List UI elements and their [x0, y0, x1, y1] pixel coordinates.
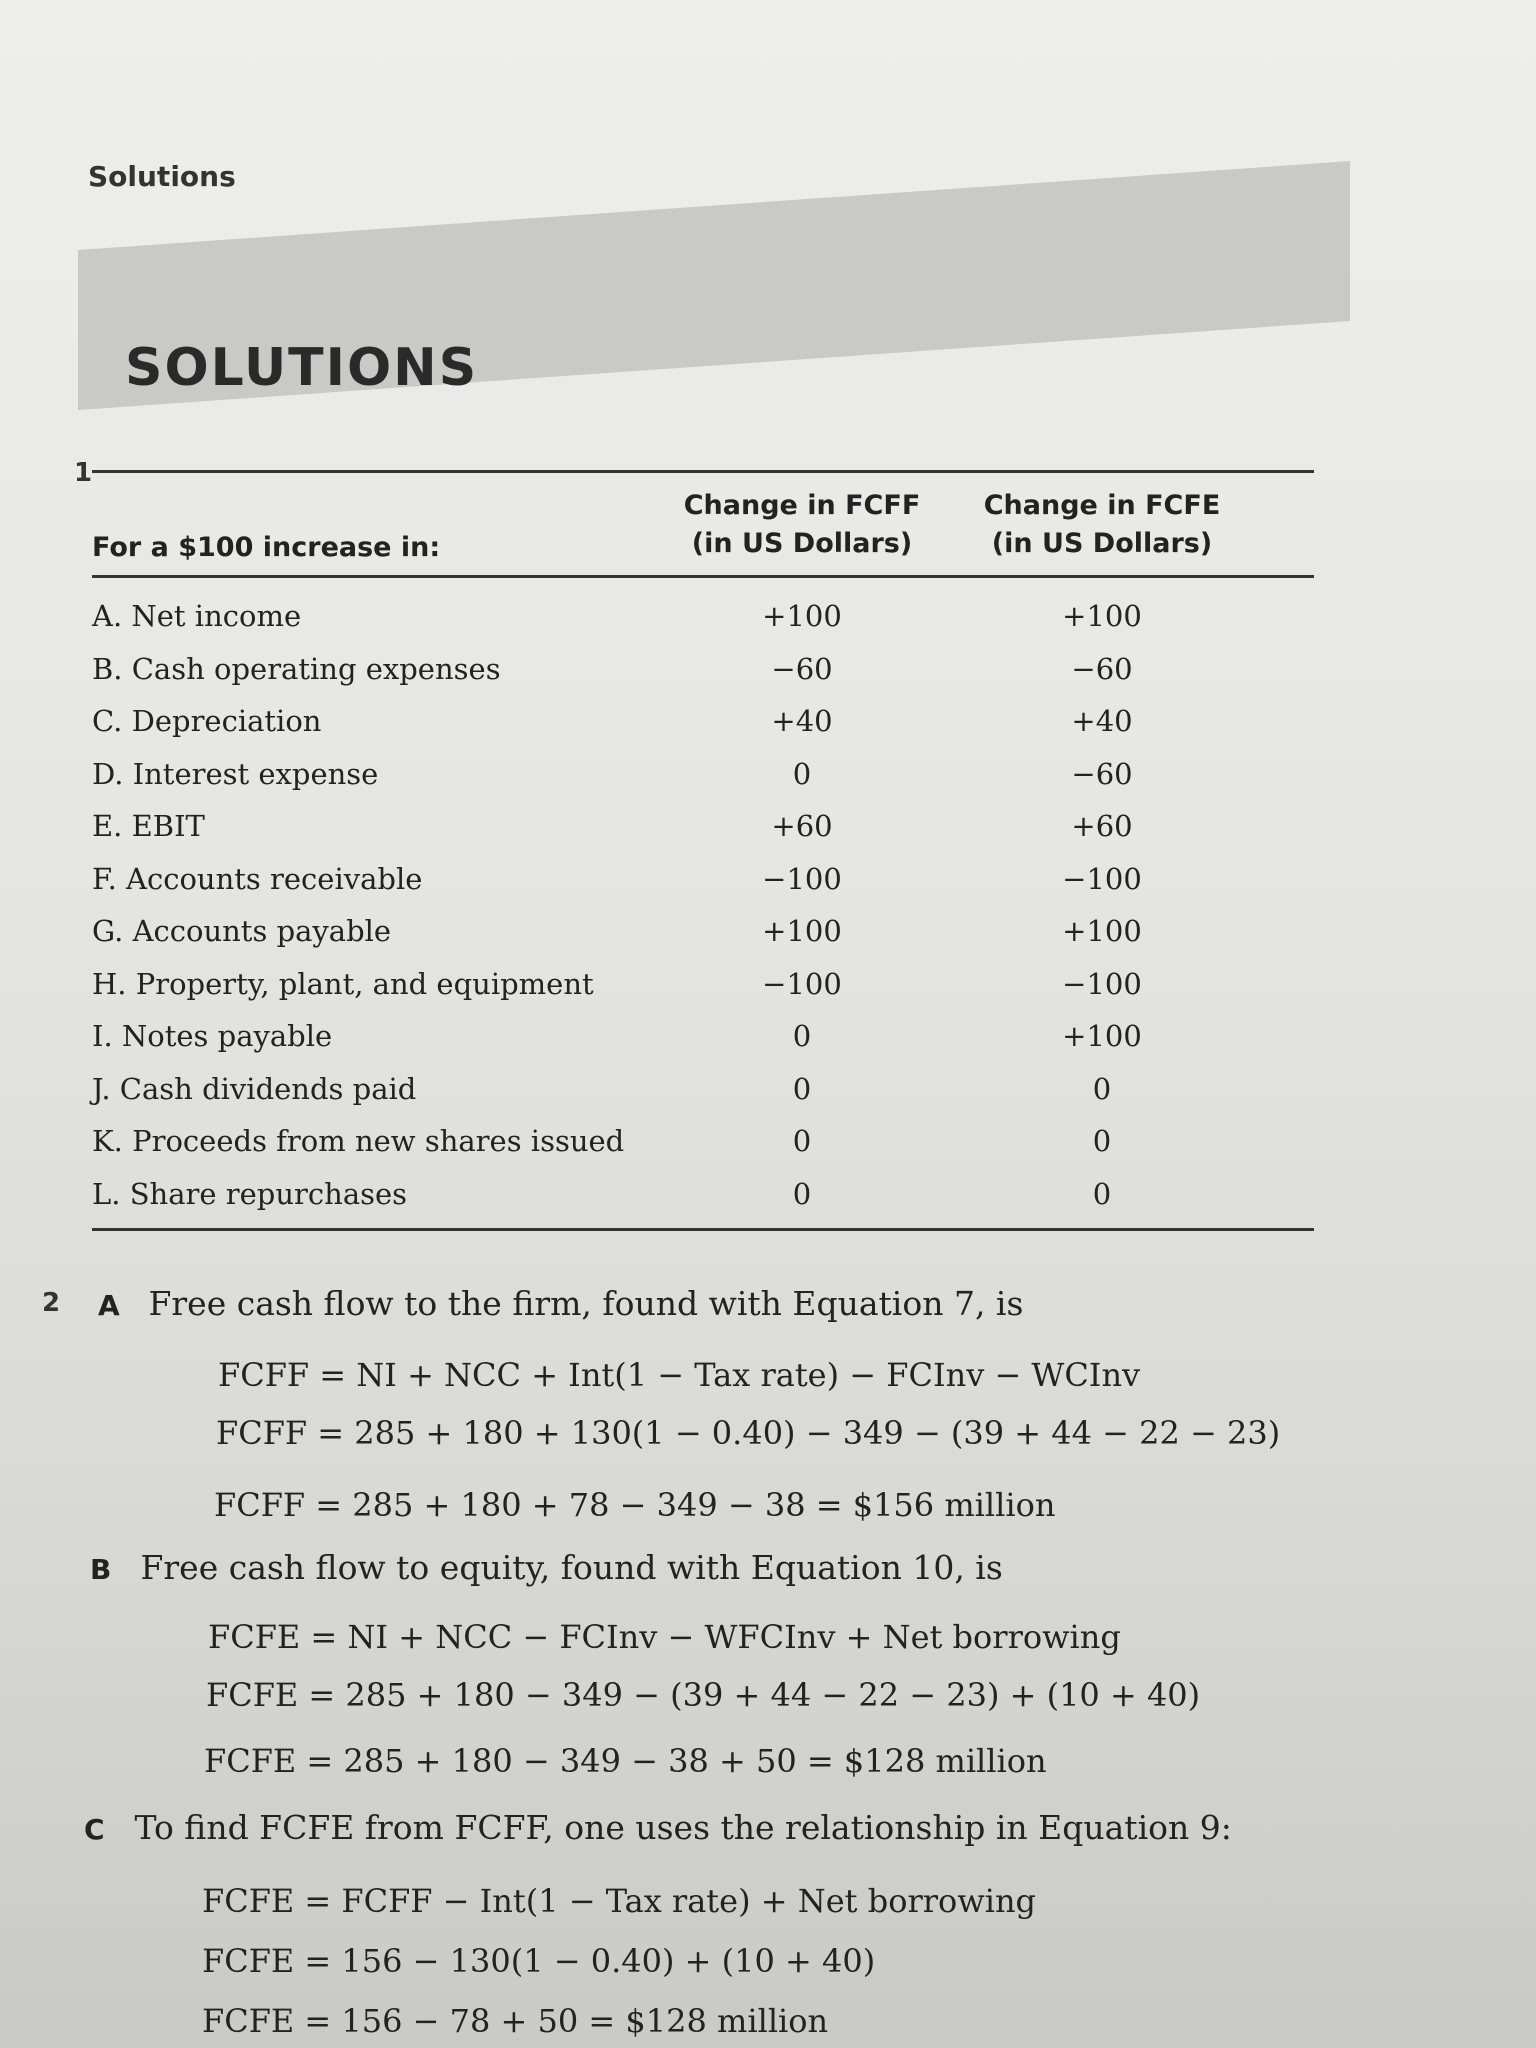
part-b-equation-2: FCFE = 285 + 180 − 349 − (39 + 44 − 22 − 23) + (10 + 40) — [206, 1676, 1201, 1714]
fcff-value: +100 — [762, 599, 842, 634]
table-row — [92, 590, 1314, 643]
fcff-value: 0 — [792, 756, 812, 791]
table-row — [92, 800, 1314, 853]
fcff-value: −100 — [762, 861, 842, 896]
part-b-intro: B Free cash flow to equity, found with Equation 10, is — [90, 1548, 1003, 1587]
part-c-equation-3: FCFE = 156 − 78 + 50 = $128 million — [202, 2002, 829, 2040]
table-row — [92, 1010, 1314, 1063]
fcfe-value: +40 — [1071, 704, 1133, 739]
section-title: SOLUTIONS — [125, 338, 479, 398]
fcfe-column-header: Change in FCFE (in US Dollars) — [983, 490, 1221, 559]
part-c-intro: C To find FCFE from FCFF, one uses the relationship in Equation 9: — [84, 1808, 1232, 1847]
part-c-equation-2: FCFE = 156 − 130(1 − 0.40) + (10 + 40) — [202, 1942, 876, 1980]
fcff-value: 0 — [792, 1124, 812, 1159]
fcfe-value: −100 — [1062, 966, 1142, 1001]
row-label: B. Cash operating expenses — [92, 651, 501, 686]
fcfe-value: +100 — [1062, 599, 1142, 634]
row-header: For a $100 increase in: — [92, 532, 441, 563]
question-number-1: 1 — [74, 458, 93, 488]
part-a-equation-3: FCFF = 285 + 180 + 78 − 349 − 38 = $156 million — [214, 1486, 1056, 1524]
fcff-value: 0 — [792, 1019, 812, 1054]
fcfe-value: 0 — [1092, 1176, 1112, 1211]
fcfe-value: +100 — [1062, 914, 1142, 949]
fcfe-value: +100 — [1062, 1019, 1142, 1054]
fcfe-value: −60 — [1071, 756, 1133, 791]
row-label: H. Property, plant, and equipment — [92, 966, 594, 1001]
row-label: L. Share repurchases — [92, 1176, 408, 1211]
part-a-intro: A Free cash flow to the firm, found with Equation 7, is — [98, 1284, 1024, 1323]
fcff-column-header: Change in FCFF (in US Dollars) — [683, 490, 921, 559]
row-label: C. Depreciation — [92, 704, 322, 739]
fcfe-value: 0 — [1092, 1071, 1112, 1106]
fcfe-value: −100 — [1062, 861, 1142, 896]
table-row — [92, 643, 1314, 696]
table-row — [92, 1115, 1314, 1168]
solution-table — [92, 470, 1314, 1231]
table-row — [92, 905, 1314, 958]
fcff-value: −100 — [762, 966, 842, 1001]
table-bottom-rule — [92, 1228, 1314, 1231]
row-label: G. Accounts payable — [92, 914, 392, 949]
row-label: F. Accounts receivable — [92, 861, 423, 896]
part-b-letter: B — [90, 1553, 112, 1586]
part-a-equation-1: FCFF = NI + NCC + Int(1 − Tax rate) − FCInv − WCInv — [218, 1356, 1141, 1394]
fcfe-value: 0 — [1092, 1124, 1112, 1159]
fcfe-value: +60 — [1071, 809, 1133, 844]
part-b-equation-1: FCFE = NI + NCC − FCInv − WFCInv + Net borrowing — [208, 1618, 1121, 1656]
part-b-equation-3: FCFE = 285 + 180 − 349 − 38 + 50 = $128 million — [204, 1742, 1047, 1780]
row-label: J. Cash dividends paid — [92, 1071, 417, 1106]
row-label: I. Notes payable — [92, 1019, 333, 1054]
fcff-value: 0 — [792, 1176, 812, 1211]
row-label: D. Interest expense — [92, 756, 379, 791]
part-c-equation-1: FCFE = FCFF − Int(1 − Tax rate) + Net borrowing — [202, 1882, 1037, 1920]
row-label: A. Net income — [92, 599, 302, 634]
table-row — [92, 853, 1314, 906]
fcff-value: −60 — [771, 651, 833, 686]
table-body — [92, 578, 1314, 1220]
fcff-value: 0 — [792, 1071, 812, 1106]
table-row — [92, 748, 1314, 801]
table-row — [92, 1168, 1314, 1221]
part-c-letter: C — [84, 1813, 105, 1846]
fcff-value: +40 — [771, 704, 833, 739]
row-label: E. EBIT — [92, 809, 205, 844]
fcfe-value: −60 — [1071, 651, 1133, 686]
part-a-letter: A — [98, 1289, 120, 1322]
question-number-2: 2 — [42, 1288, 61, 1318]
table-row — [92, 1063, 1314, 1116]
fcff-value: +100 — [762, 914, 842, 949]
running-header: Solutions — [88, 160, 236, 193]
table-row — [92, 958, 1314, 1011]
row-label: K. Proceeds from new shares issued — [92, 1124, 625, 1159]
part-a-equation-2: FCFF = 285 + 180 + 130(1 − 0.40) − 349 − (39 + 44 − 22 − 23) — [216, 1414, 1281, 1452]
table-header — [92, 473, 1314, 575]
fcff-value: +60 — [771, 809, 833, 844]
table-row — [92, 695, 1314, 748]
